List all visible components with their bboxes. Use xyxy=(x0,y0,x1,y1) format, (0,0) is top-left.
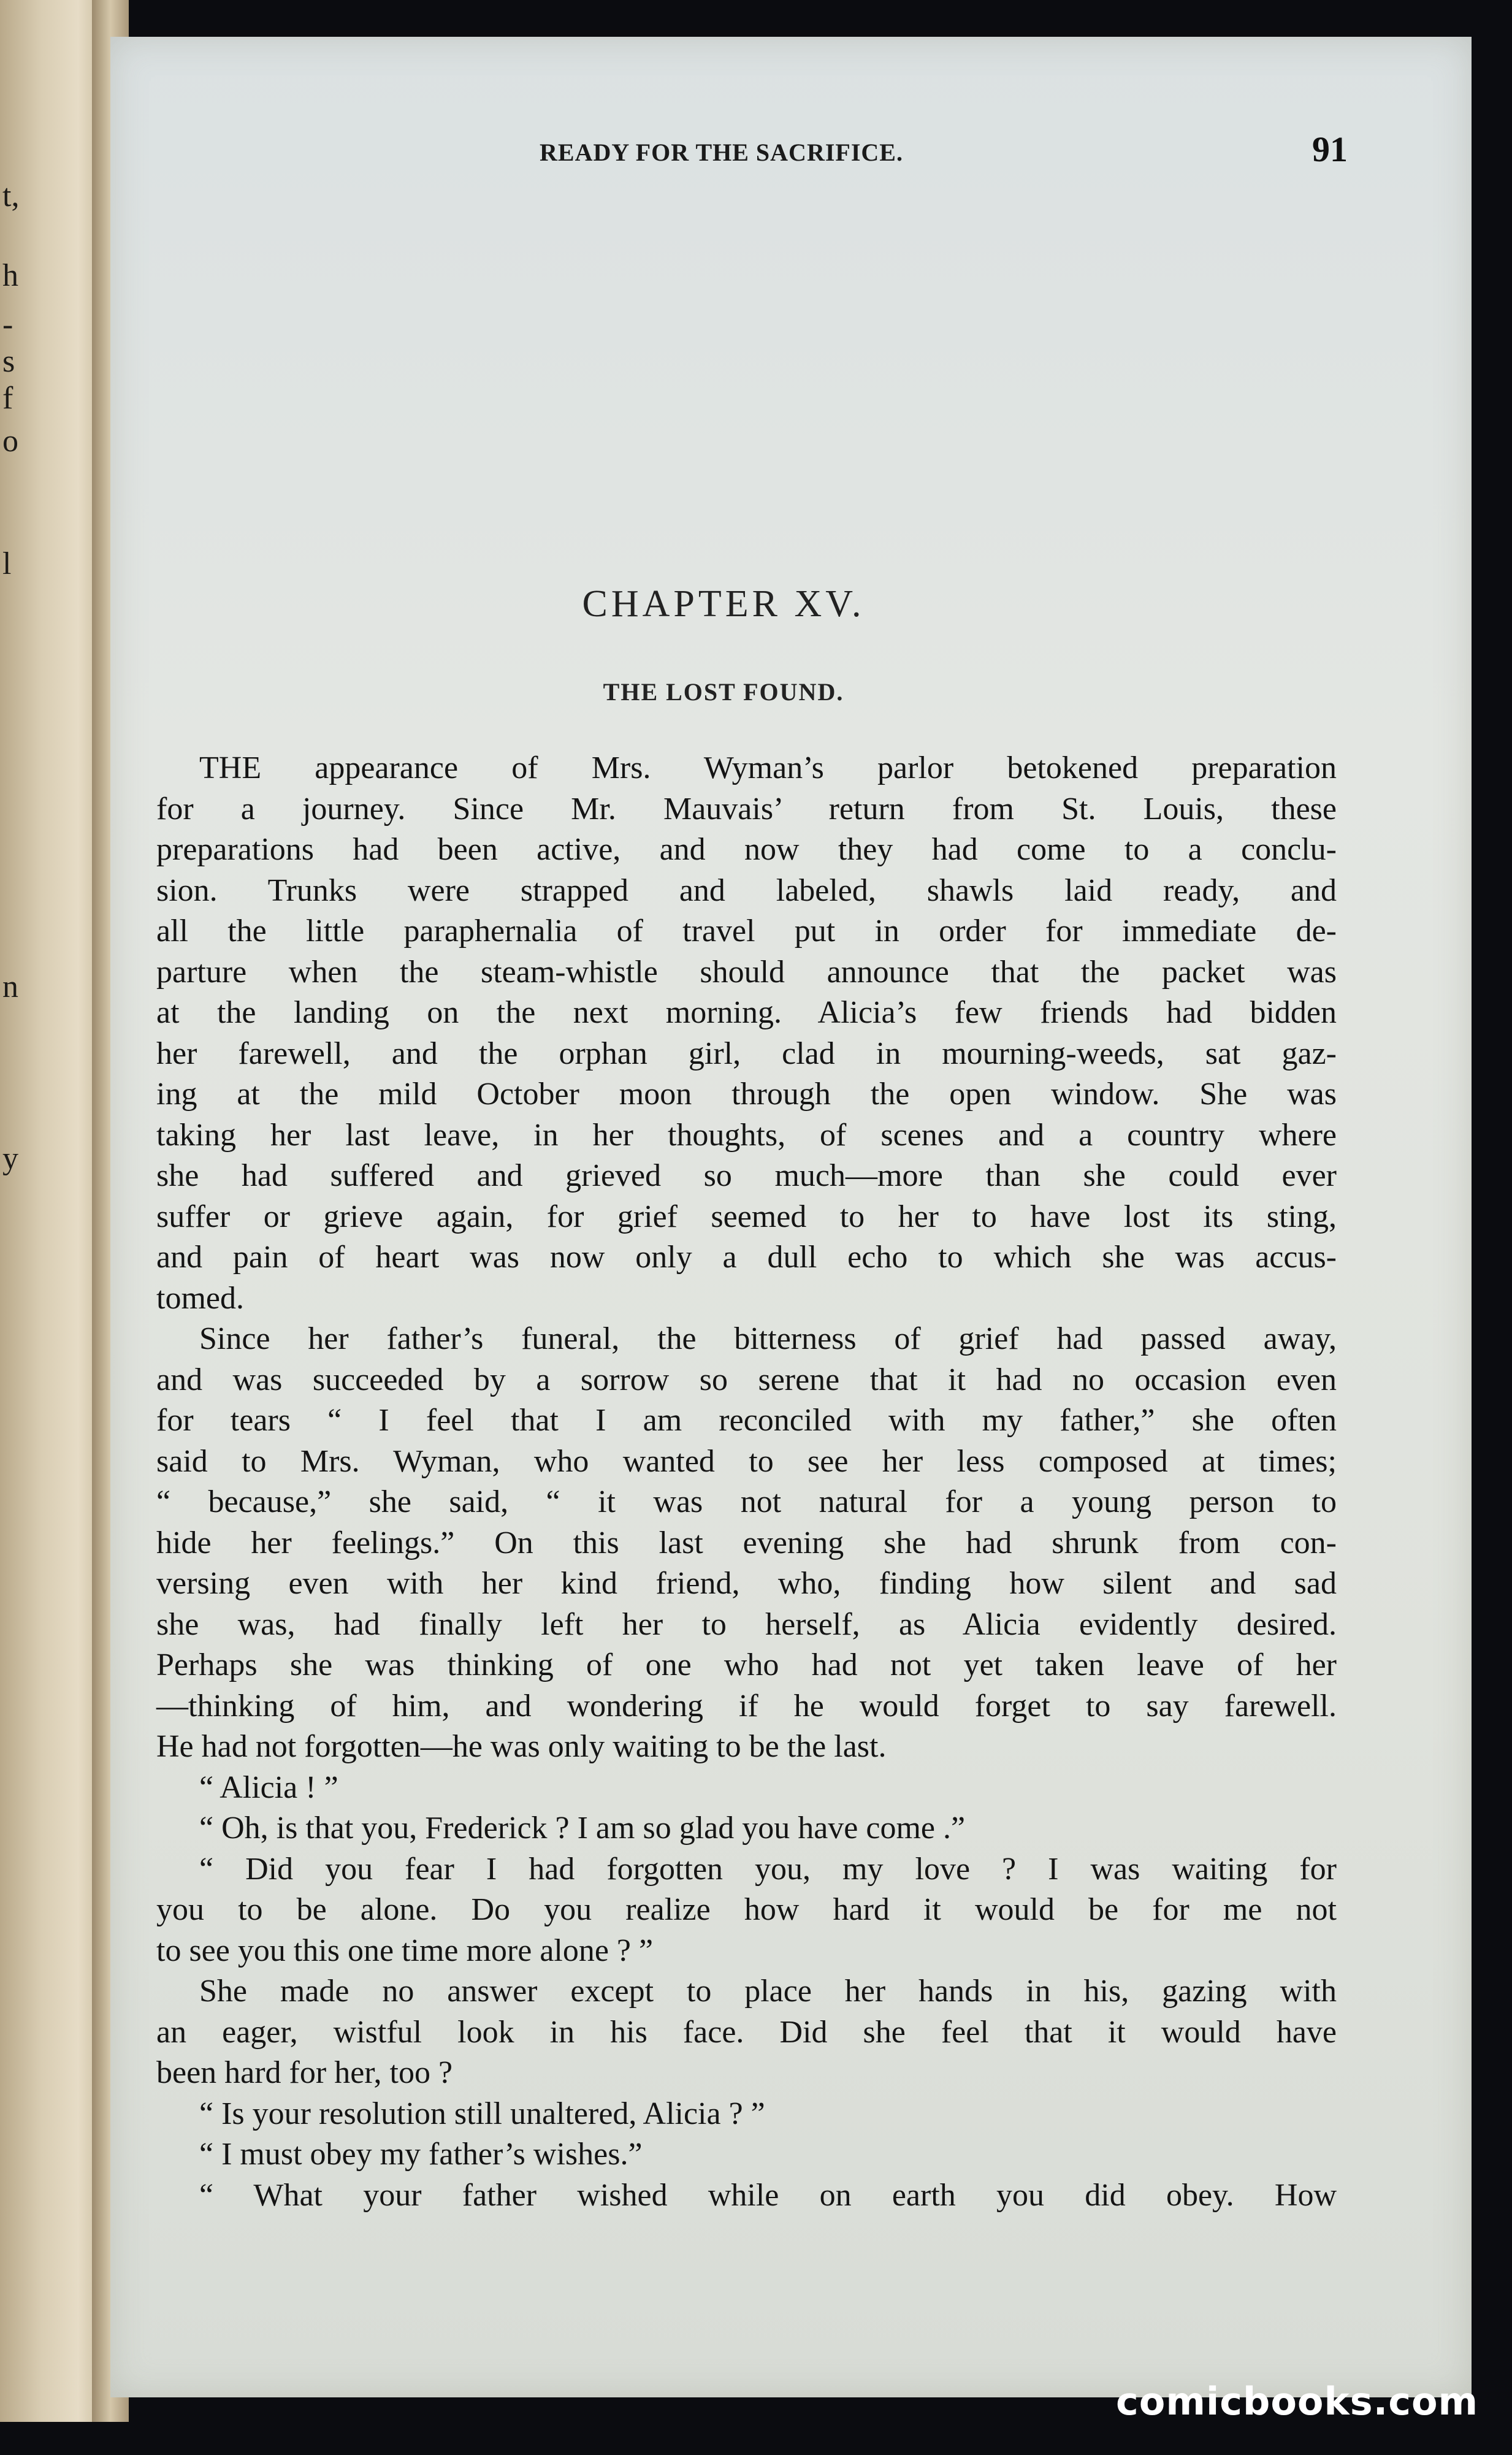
text-line: taking her last leave, in her thoughts, of scenes and a country where xyxy=(156,1117,1337,1153)
text-line: THE appearance of Mrs. Wyman’s parlor betokened preparation xyxy=(199,750,1337,785)
facing-page-fragment: o xyxy=(2,424,18,459)
facing-page-fragment: n xyxy=(2,969,18,1004)
text-line: you to be alone. Do you realize how hard it would be for me not xyxy=(156,1892,1337,1927)
text-line: tomed. xyxy=(156,1280,244,1316)
text-line: her farewell, and the orphan girl, clad in mourning-weeds, sat gaz- xyxy=(156,1036,1337,1071)
text-line: she had suffered and grieved so much—more than she could ever xyxy=(156,1158,1337,1193)
text-line: she was, had finally left her to herself, as Alicia evidently desired. xyxy=(156,1606,1337,1642)
text-line: an eager, wistful look in his face. Did she feel that it would have xyxy=(156,2014,1337,2050)
facing-page-edge xyxy=(0,0,106,2422)
facing-page-fragment: t, xyxy=(2,178,20,213)
facing-page-fragment: y xyxy=(2,1141,18,1176)
text-line: “ Did you fear I had forgotten you, my love ? I was waiting for xyxy=(199,1851,1337,1887)
chapter-body xyxy=(156,748,1337,2216)
text-line: to see you this one time more alone ? ” xyxy=(156,1933,654,1968)
text-line: hide her feelings.” On this last evening she had shrunk from con- xyxy=(156,1525,1337,1560)
text-line: sion. Trunks were strapped and labeled, shawls laid ready, and xyxy=(156,872,1337,908)
watermark-text: comicbooks.com xyxy=(1116,2379,1479,2424)
book-page xyxy=(110,37,1472,2397)
text-line: Since her father’s funeral, the bitterness of grief had passed away, xyxy=(199,1321,1337,1356)
chapter-subtitle: THE LOST FOUND. xyxy=(603,678,844,706)
running-head: READY FOR THE SACRIFICE. xyxy=(540,139,903,166)
text-line: —thinking of him, and wondering if he would forget to say farewell. xyxy=(156,1688,1337,1724)
text-line: “ I must obey my father’s wishes.” xyxy=(199,2137,643,2172)
text-line: “ Is your resolution still unaltered, Alicia ? ” xyxy=(199,2096,765,2131)
text-line: He had not forgotten—he was only waiting to be the last. xyxy=(156,1729,887,1764)
facing-page-fragment: s xyxy=(2,344,15,379)
text-line: for tears “ I feel that I am reconciled with my father,” she often xyxy=(156,1403,1337,1438)
facing-page-fragment: - xyxy=(2,307,13,342)
facing-page-fragment: f xyxy=(2,381,13,416)
text-line: “ Alicia ! ” xyxy=(199,1770,338,1805)
text-line: all the little paraphernalia of travel put in order for immediate de- xyxy=(156,914,1337,949)
text-line: at the landing on the next morning. Alicia’s few friends had bidden xyxy=(156,995,1337,1030)
text-line: and pain of heart was now only a dull echo to which she was accus- xyxy=(156,1240,1337,1275)
facing-page-fragment: l xyxy=(2,546,12,581)
text-line: for a journey. Since Mr. Mauvais’ return from St. Louis, these xyxy=(156,791,1337,827)
text-line: preparations had been active, and now they had come to a conclu- xyxy=(156,832,1337,867)
chapter-title: CHAPTER XV. xyxy=(582,583,865,625)
page-number: 91 xyxy=(1312,129,1348,169)
text-line: versing even with her kind friend, who, finding how silent and sad xyxy=(156,1566,1337,1601)
text-line: “ because,” she said, “ it was not natural for a young person to xyxy=(156,1484,1337,1519)
text-line: been hard for her, too ? xyxy=(156,2055,453,2090)
text-line: Perhaps she was thinking of one who had not yet taken leave of her xyxy=(156,1647,1337,1682)
text-line: ing at the mild October moon through the open window. She was xyxy=(156,1077,1337,1112)
text-line: parture when the steam-whistle should announce that the packet was xyxy=(156,954,1337,990)
text-line: suffer or grieve again, for grief seemed to her to have lost its sting, xyxy=(156,1199,1337,1234)
text-line: “ What your father wished while on earth you did obey. How xyxy=(199,2177,1337,2213)
text-line: and was succeeded by a sorrow so serene that it had no occasion even xyxy=(156,1362,1337,1397)
facing-page-fragment: h xyxy=(2,258,18,293)
text-line: “ Oh, is that you, Frederick ? I am so glad you have come .” xyxy=(199,1811,966,1846)
text-line: said to Mrs. Wyman, who wanted to see her less composed at times; xyxy=(156,1443,1337,1479)
text-line: She made no answer except to place her hands in his, gazing with xyxy=(199,1974,1337,2009)
